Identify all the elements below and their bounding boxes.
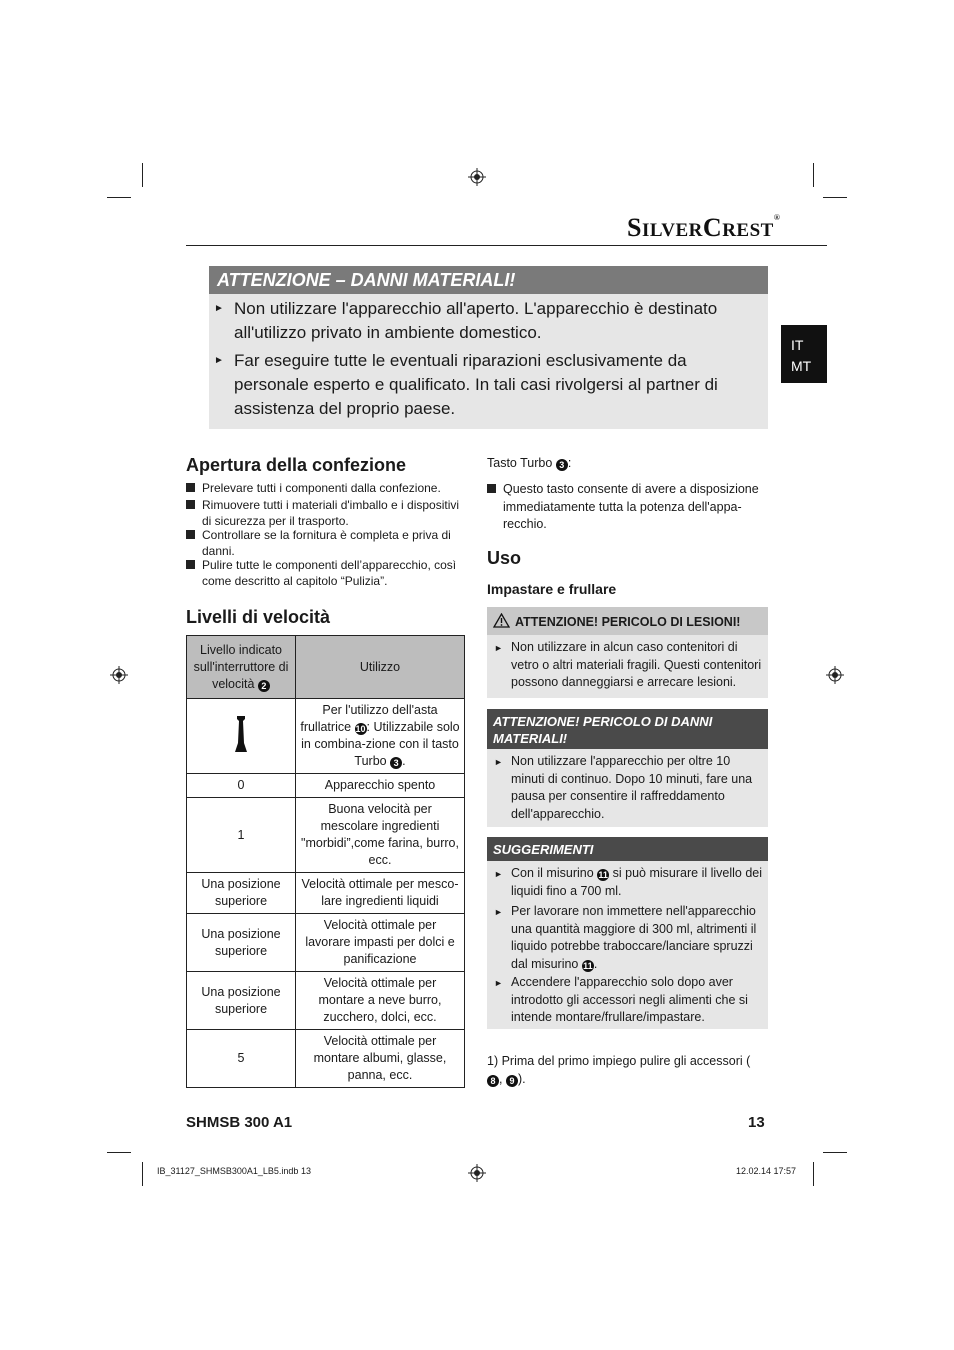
crop-mark <box>813 1162 814 1186</box>
square-bullet-icon <box>186 560 195 569</box>
table-cell: Per l'utilizzo dell'asta frullatrice 10: Utilizzabile solo in combina-zione con il tasto Turbo 3 . <box>296 699 465 774</box>
table-cell: Velocità ottimale per lavorare impasti per dolci e panificazione <box>296 914 465 972</box>
crop-mark <box>823 1152 847 1153</box>
number-badge: 3 <box>390 757 402 769</box>
number-badge: 8 <box>487 1075 499 1087</box>
column-header-use: Utilizzo <box>296 636 465 699</box>
arrow-icon: ► <box>494 757 503 767</box>
table-row <box>187 798 465 873</box>
number-badge: 10 <box>355 724 366 734</box>
tips-title: SUGGERIMENTI <box>487 837 768 861</box>
table-header-row <box>187 636 465 699</box>
print-slug-datetime: 12.02.14 17:57 <box>736 1166 797 1176</box>
table-row <box>187 1030 465 1088</box>
crop-mark <box>823 197 847 198</box>
number-badge: 11 <box>583 960 593 971</box>
square-bullet-icon <box>186 500 195 509</box>
table-cell: Velocità ottimale per montare albumi, glasse, panna, ecc. <box>296 1030 465 1088</box>
table-row <box>187 873 465 914</box>
section-heading: Uso <box>487 548 522 568</box>
warning-item: ► Far eseguire tutte le eventuali riparazioni esclusivamente da personale esperto e qualificato. In tali casi rivolgersi al partner di assistenza del proprio paese. <box>214 351 718 418</box>
tip-item: ► Accendere l'apparecchio solo dopo aver introdotto gli accessori negli alimenti che si intende montare/frullare/impastare. <box>494 975 748 1024</box>
registration-mark-icon <box>826 666 844 684</box>
table-cell: 0 <box>187 774 296 798</box>
tip-item: ► Con il misurino 11 si può misurare il livello dei liquidi fino a 700 ml. <box>494 866 763 898</box>
print-slug-file: IB_31127_SHMSB300A1_LB5.indb 13 <box>157 1166 311 1176</box>
blender-rod-icon <box>233 715 249 753</box>
turbo-symbol-cell <box>187 699 296 774</box>
table-cell: Apparecchio spento <box>296 774 465 798</box>
crop-mark <box>813 163 814 187</box>
table-cell: 5 <box>187 1030 296 1088</box>
list-item: Pulire tutte le componenti dell’apparecchio, così come descritto al capitolo “Pulizia”. <box>186 557 468 589</box>
square-bullet-icon <box>487 484 496 493</box>
warning-item: ► Non utilizzare in alcun caso contenitori di vetro o altri materiali fragili. Questi contenitori possono danneggiarsi e arrecare lesioni. <box>494 640 762 689</box>
list-item: Controllare se la fornitura è completa e priva di danni. <box>186 527 468 559</box>
arrow-icon: ► <box>494 907 503 917</box>
number-badge: 11 <box>598 870 608 880</box>
column-header-level: Livello indicato sull'interruttore di velocità 2 <box>187 636 296 699</box>
model-number: SHMSB 300 A1 <box>186 1114 293 1131</box>
section-heading: Apertura della confezione <box>186 455 407 475</box>
arrow-icon: ► <box>214 355 224 366</box>
table-cell: 1 <box>187 798 296 873</box>
registration-mark-icon <box>468 1164 486 1182</box>
language-code: IT <box>791 337 804 353</box>
tip-item: ► Per lavorare non immettere nell'apparecchio una quantità maggiore di 300 ml, altrimenti il liquido potrebbe traboccare/lanciare spruzzi dal misurino 11. <box>494 904 757 971</box>
page-number: 13 <box>748 1114 765 1131</box>
table-row <box>187 699 465 774</box>
crop-mark <box>142 163 143 187</box>
arrow-icon: ► <box>494 978 503 988</box>
arrow-icon: ► <box>214 303 224 314</box>
list-item: Prelevare tutti i componenti dalla confezione. <box>186 480 468 496</box>
arrow-icon: ► <box>494 869 503 879</box>
table-cell: Buona velocità per mescolare ingredienti "morbidi”,come farina, burro, ecc. <box>296 798 465 873</box>
crop-mark <box>107 1152 131 1153</box>
warning-title: ATTENZIONE! PERICOLO DI LESIONI! <box>515 615 741 629</box>
square-bullet-icon <box>186 530 195 539</box>
table-cell: Velocità ottimale per mesco-lare ingredienti liquidi <box>296 873 465 914</box>
table-cell: Una posizione superiore <box>187 914 296 972</box>
table-cell: Velocità ottimale per montare a neve burro, zucchero, dolci, ecc. <box>296 972 465 1030</box>
language-tab <box>781 325 827 383</box>
table-cell: Una posizione superiore <box>187 972 296 1030</box>
registration-mark-icon <box>468 168 486 186</box>
warning-title: ATTENZIONE – DANNI MATERIALI! <box>209 266 768 294</box>
footnote: 1) Prima del primo impiego pulire gli accessori (8 , 9 ). <box>487 1054 751 1086</box>
list-item: Questo tasto consente di avere a disposizione immediatamente tutta la potenza dell'appa-recchio. <box>487 481 762 534</box>
table-row <box>187 972 465 1030</box>
crop-mark <box>142 1162 143 1186</box>
warning-item: ► Non utilizzare l'apparecchio all'aperto. L'apparecchio è destinato all'utilizzo privato in ambiente domestico. <box>214 299 718 342</box>
registration-mark-icon <box>110 666 128 684</box>
warning-triangle-icon <box>493 613 510 628</box>
list-item: Rimuovere tutti i materiali d'imballo e i dispositivi di sicurezza per il trasporto. <box>186 497 468 529</box>
speed-table <box>186 635 465 1088</box>
arrow-icon: ► <box>494 643 503 653</box>
table-cell: Una posizione superiore <box>187 873 296 914</box>
language-code: MT <box>791 358 812 374</box>
number-badge: 9 <box>506 1075 518 1087</box>
brand-logo: SILVERCREST® <box>627 213 781 242</box>
subsection-heading: Impastare e frullare <box>487 581 617 597</box>
square-bullet-icon <box>186 483 195 492</box>
section-heading: Livelli di velocità <box>186 607 331 627</box>
header-rule <box>186 245 827 246</box>
number-badge: 3 <box>556 459 568 471</box>
warning-title: ATTENZIONE! PERICOLO DI DANNI MATERIALI! <box>487 709 768 749</box>
number-badge: 2 <box>258 680 270 692</box>
turbo-label: Tasto Turbo 3 : <box>487 456 572 470</box>
table-row <box>187 774 465 798</box>
table-row <box>187 914 465 972</box>
warning-item: ► Non utilizzare l'apparecchio per oltre 10 minuti di continuo. Dopo 10 minuti, fare una pausa per consentire il raffreddamento dell'apparecchio. <box>494 754 753 821</box>
crop-mark <box>107 197 131 198</box>
